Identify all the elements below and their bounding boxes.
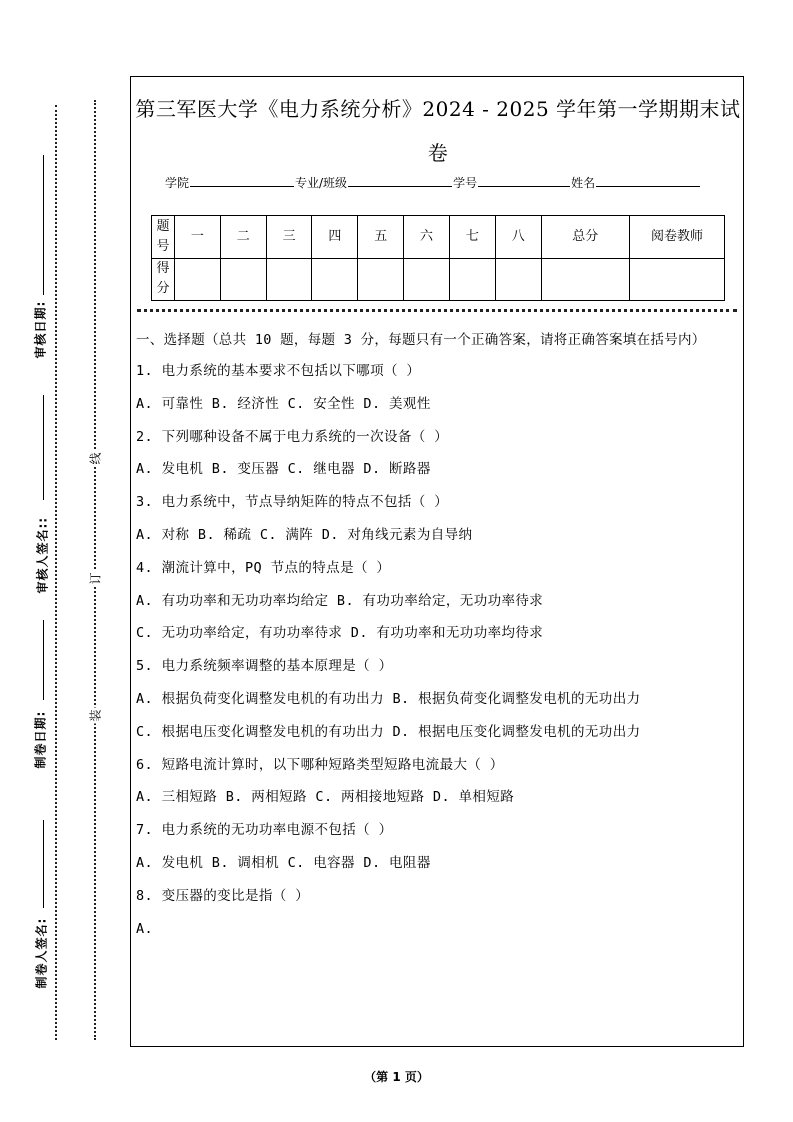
score-header-cell: 一 (175, 216, 221, 259)
question-line: 5. 电力系统频率调整的基本原理是（ ） (136, 658, 393, 675)
question-line: 6. 短路电流计算时，以下哪种短路类型短路电流最大（ ） (136, 756, 504, 773)
name-field[interactable] (596, 174, 700, 187)
score-cell[interactable] (175, 258, 221, 301)
exam-title-line2: 卷 (427, 141, 449, 165)
options-line: A. 三相短路 B. 两相短路 C. 两相接地短路 D. 单相短路 (136, 789, 515, 806)
exam-frame (130, 76, 744, 1047)
signature-line (43, 620, 44, 700)
score-header-cell: 二 (220, 216, 266, 259)
question-line: 7. 电力系统的无功功率电源不包括（ ） (136, 822, 393, 839)
score-header-cell: 总分 (541, 216, 629, 259)
score-cell[interactable] (220, 258, 266, 301)
question-line: 4. 潮流计算中，PQ 节点的特点是（ ） (136, 559, 391, 576)
options-line: C. 无功功率给定，有功功率待求 D. 有功功率和无功功率均待求 (136, 625, 544, 642)
question-line: 3. 电力系统中，节点导纳矩阵的特点不包括（ ） (136, 494, 449, 511)
options-line: A. 根据负荷变化调整发电机的有功出力 B. 根据负荷变化调整发电机的无功出力 (136, 690, 641, 707)
score-header-cell: 五 (358, 216, 404, 259)
student-info-row (165, 174, 701, 191)
options-line: A. 发电机 B. 调相机 C. 电容器 D. 电阻器 (136, 854, 431, 871)
dotted-separator (137, 309, 737, 312)
score-header-cell: 三 (266, 216, 312, 259)
binding-dotted-line (55, 105, 57, 1040)
score-cell[interactable] (630, 258, 725, 301)
paper-date-label: 制卷日期: (33, 710, 48, 769)
binding-char-order: 订 (88, 572, 103, 585)
exam-title-line1: 第三军医大学《电力系统分析》2024 - 2025 学年第一学期期末试 (135, 97, 741, 121)
section-heading: 一、选择题（总共 10 题，每题 3 分，每题只有一个正确答案，请将正确答案填在括号内） (136, 332, 706, 348)
score-header-cell: 六 (404, 216, 450, 259)
page-number: （第 1 页） (364, 1070, 429, 1084)
score-table-score-row (152, 258, 725, 301)
score-table-header-row (152, 216, 725, 259)
score-cell[interactable] (541, 258, 629, 301)
question-content (136, 329, 740, 945)
score-header-cell: 八 (495, 216, 541, 259)
college-field[interactable] (190, 174, 294, 187)
score-cell[interactable] (404, 258, 450, 301)
major-class-field[interactable] (348, 174, 452, 187)
question-line: 2. 下列哪种设备不属于电力系统的一次设备（ ） (136, 428, 449, 445)
score-table (151, 215, 725, 301)
question-line: 8. 变压器的变比是指（ ） (136, 887, 310, 904)
score-cell[interactable] (495, 258, 541, 301)
score-cell[interactable] (358, 258, 404, 301)
options-line: A. (136, 920, 154, 937)
binding-char-bind: 装 (88, 709, 103, 722)
student-id-label: 学号 (453, 176, 478, 190)
score-cell[interactable] (266, 258, 312, 301)
signature-line (43, 155, 44, 295)
paper-maker-signature-label: 制卷人签名: (34, 917, 49, 989)
review-date-label: 审核日期: (33, 300, 48, 359)
options-line: A. 对称 B. 稀疏 C. 满阵 D. 对角线元素为自导纳 (136, 526, 473, 543)
score-row-label: 得分 (152, 258, 175, 301)
signature-line (43, 820, 44, 908)
score-header-cell: 七 (449, 216, 495, 259)
exam-title (131, 87, 745, 175)
binding-char-line: 线 (88, 452, 103, 465)
question-line: 1. 电力系统的基本要求不包括以下哪项（ ） (136, 363, 421, 379)
score-header-cell: 阅卷教师 (630, 216, 725, 259)
options-line: A. 有功功率和无功功率均给定 B. 有功功率给定，无功功率待求 (136, 592, 544, 609)
signature-line (43, 395, 44, 500)
options-line: A. 发电机 B. 变压器 C. 继电器 D. 断路器 (136, 461, 431, 478)
score-header-cell: 题号 (152, 216, 175, 259)
options-line: C. 根据电压变化调整发电机的有功出力 D. 根据电压变化调整发电机的无功出力 (136, 723, 641, 740)
student-id-field[interactable] (478, 174, 570, 187)
college-label: 学院 (165, 176, 190, 190)
score-cell[interactable] (312, 258, 358, 301)
score-cell[interactable] (449, 258, 495, 301)
name-label: 姓名 (571, 176, 596, 190)
major-class-label: 专业/班级 (295, 176, 348, 190)
score-header-cell: 四 (312, 216, 358, 259)
reviewer-signature-label: 审核人签名:: (35, 516, 50, 594)
options-line: A. 可靠性 B. 经济性 C. 安全性 D. 美观性 (136, 395, 431, 412)
